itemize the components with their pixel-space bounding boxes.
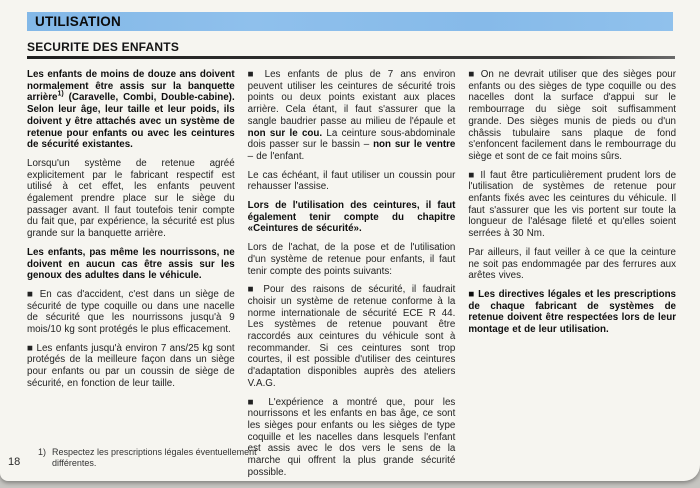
paragraph-text: (Caravelle, Combi, Double-cabine). Selon leur âge, leur taille et leur poids, ils doivent y être attachés avec un système de retenue pour enfants ou avec les ceintures de sécurité existantes.: [27, 92, 235, 151]
bullet-paragraph: [248, 69, 456, 163]
bullet-paragraph: ■ Il faut être particulièrement prudent lors de l'utilisation de systèmes de retenue pour enfants fixés avec les ceintures du véhicule. Il faut s'assurer que les vis portent sur toute la longueur de l'alésage fileté et qu'elles soient serrées à 30 Nm.: [468, 169, 677, 240]
paragraph: Lorsqu'un système de retenue agréé explicitement par le fabricant respectif est utilisé à cet effet, les enfants peuvent également prendre place sur le siège du passager avant. Il faut toutefois tenir compte du fait que, par expérience, la sécurité est plus grande sur la banquette arrière.: [27, 157, 235, 240]
page-number: 18: [8, 456, 21, 468]
text-columns: [27, 69, 676, 486]
paragraph-warning: Les enfants, pas même les nourrissons, ne doivent en aucun cas être assis sur les genoux des adultes dans le véhicule.: [27, 246, 235, 282]
paragraph-text: – de l'enfant.: [247, 150, 305, 162]
section-divider: [27, 56, 675, 59]
footnote: [38, 447, 263, 469]
column-3: [468, 69, 676, 486]
bullet-paragraph: ■ Pour des raisons de sécurité, il faudrait choisir un système de retenue conforme à la norme internationale de sécurité ECE R 44. Les systèmes de retenue pouvant être raccordés aux ceintures du véhicule sont à recommander. Si ces ceintures sont trop courtes, il est possible d'utiliser des ceintures d'adaptation disponibles auprès des ateliers V.A.G.: [247, 284, 456, 389]
chapter-header-bar: [27, 12, 673, 31]
paragraph-text: ■ Les enfants de plus de 7 ans environ peuvent utiliser les ceintures de sécurité trois points ou deux points existant aux places arrière. Cela étant, il faut s'assurer que la sangle baudrier passe au milieu de l'épaule et: [247, 69, 456, 127]
emphasis-text: non sur le cou.: [247, 127, 323, 139]
footnote-text: Respectez les prescriptions légales éventuellement différentes.: [52, 447, 257, 468]
column-2: [248, 69, 456, 486]
bullet-paragraph: ■ L'expérience a montré que, pour les nourrissons et les enfants en bas âge, ce sont les sièges pour enfants ou les sièges de type coquille et les nacelles dans lesquels l'enfant est assis avec le dos vers le sens de la marche qui offrent la plus grande sécurité possible.: [247, 396, 456, 478]
paragraph: Le cas échéant, il faut utiliser un coussin pour rehausser l'assise.: [247, 169, 456, 193]
chapter-title: UTILISATION: [35, 14, 121, 29]
column-1: [27, 69, 235, 486]
paragraph-warning: Lors de l'utilisation des ceintures, il faut également tenir compte du chapitre «Ceintures de sécurité».: [247, 200, 456, 235]
bullet-paragraph: ■ On ne devrait utiliser que des sièges pour enfants ou des sièges de type coquille ou des nacelles dont la surface d'appui sur le rembourrage du siège soit suffisamment grande. Des sièges munis de pieds ou d'un châssis tubulaire sans plaque de fond s'enfoncent facilement dans le rembourrage du siège et sont de ce fait moins sûrs.: [468, 69, 677, 162]
bullet-paragraph: ■ Les enfants jusqu'à environ 7 ans/25 kg sont protégés de la meilleure façon dans un siège pour enfants ou par un coussin de siège de sécurité, en fonction de leur taille.: [27, 342, 235, 389]
section-title: SECURITE DES ENFANTS: [27, 40, 180, 54]
bullet-paragraph: ■ En cas d'accident, c'est dans un siège de sécurité de type coquille ou dans une nacelle de sécurité que les nourrissons jusqu'à 9 mois/10 kg sont protégés le plus efficacement.: [27, 288, 235, 336]
footnote-marker: 1): [38, 447, 47, 457]
emphasis-text: non sur le ventre: [373, 139, 456, 151]
paragraph-text: Les enfants de moins de douze ans doivent normalement être assis sur la banquette arrière: [27, 69, 235, 104]
paragraph: Lors de l'achat, de la pose et de l'utilisation d'un système de retenue pour enfants, il faut tenir compte des points suivants:: [247, 242, 456, 277]
footnote-reference: 1): [57, 91, 64, 99]
paragraph-text: La ceinture sous-abdominale dois passer sur le bassin –: [247, 127, 456, 151]
paragraph-warning: ■ Les directives légales et les prescriptions de chaque fabricant de systèmes de retenue doivent être respectées lors de leur montage et de leur utilisation.: [468, 288, 677, 336]
paragraph: Par ailleurs, il faut veiller à ce que la ceinture ne soit pas endommagée par des ferrures aux arêtes vives.: [468, 246, 677, 282]
paragraph-lead: [27, 69, 235, 151]
